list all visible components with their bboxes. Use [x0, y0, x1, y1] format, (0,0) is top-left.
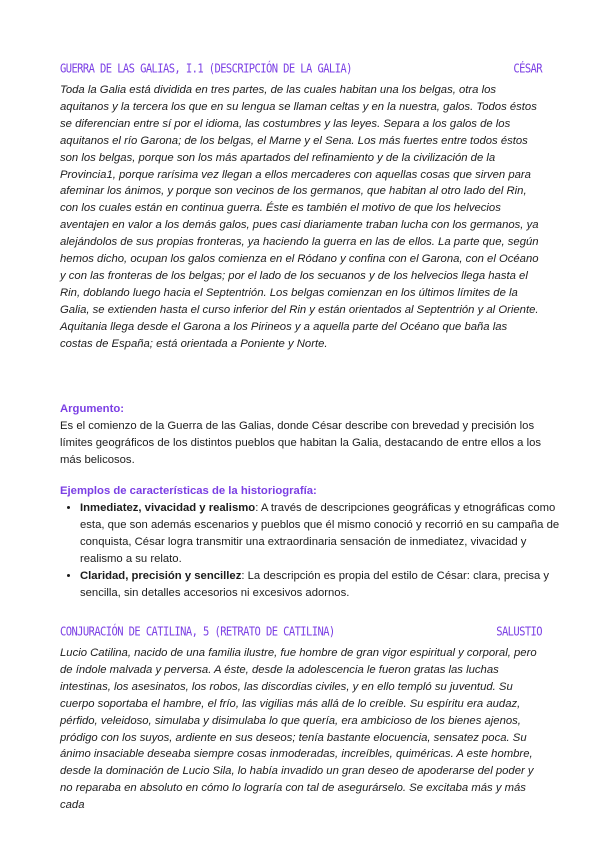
feature-description: : A través de descripciones geográficas y etnográficas como esta, que son además escenarios y pueblos que él mismo conoció y recorrió en su campaña de conquista, César logra transmitir una extraordinaria sensación de inmediatez, vivacidad y realismo a su relato.	[80, 502, 560, 565]
section-header-sallust	[60, 625, 542, 639]
argument-label: Argumento:	[60, 403, 125, 415]
latin-text-translation: Toda la Galia está dividida en tres partes, de las cuales habitan una los belgas, otra los aquitanos y la tercera los que en su lengua se llaman celtas y en la nuestra, galos. Todos éstos se diferencian entre sí por el idioma, las costumbres y las leyes. Separa a los galos de los aquitanos el río Garona; de los belgas, el Marne y el Sena. Los más fuertes entre todos éstos son los belgas, porque son los más apartados del refinamiento y de la civilización de la Provincia1, porque rarísima vez llegan a ellos mercaderes con aquellas cosas que sirven para afeminar los ánimos, y porque son vecinos de los germanos, que habitan al otro lado del Rin, con los cuales están en continua guerra. Éste es también el motivo de que los helvecios aventajen en valor a los demás galos, pues casi diariamente traban lucha con los germanos, ya alejándolos de sus propias fronteras, ya haciendo la guerra en las de ellos. La parte que, según hemos dicho, ocupan los galos comienza en el Ródano y confina con el Garona, con el Océano y con las fronteras de los belgas; por el lado de los secuanos y de los helvecios llega hasta el Rin, doblando luego hacia el Septentrión. Los belgas comienzan en los últimos límites de la Galia, se extienden hasta el curso inferior del Rin y están orientados al Septentrión y al Oriente. Aquitania llega desde el Garona a los Pirineos y a aquella parte del Océano que baña las costas de España; está orientada a Poniente y Norte.	[60, 84, 539, 350]
section-title: GUERRA DE LAS GALIAS, I.1 (DESCRIPCIÓN DE LA GALIA)	[60, 62, 352, 76]
feature-description: : La descripción es propia del estilo de César: clara, precisa y sencilla, sin detalles accesorios ni excesivos adornos.	[80, 569, 550, 599]
section-title: CONJURACIÓN DE CATILINA, 5 (RETRATO DE CATILINA)	[60, 625, 335, 639]
latin-text-translation: Lucio Catilina, nacido de una familia ilustre, fue hombre de gran vigor espiritual y corporal, pero de índole malvada y perversa. A éste, desde la adolescencia le fueron gratas las luchas intestinas, los asesinatos, los robos, las discordias civiles, y en ello templó su juventud. Su cuerpo soportaba el hambre, el frío, las vigilias más allá de lo creíble. Su espíritu era audaz, pérfido, veleidoso, simulaba y disimulaba lo que quería, era ambicioso de los bienes ajenos, pródigo con los suyos, ardiente en sus deseos; tenía bastante elocuencia, sensatez poca. Su ánimo insaciable deseaba siempre cosas inmoderadas, increíbles, quiméricas. A este hombre, desde la dominación de Lucio Sila, lo había invadido un gran deseo de apoderarse del poder y no reparaba en absoluto en cómo lo lograría con tal de asegurárselo. Se excitaba más y más cada	[60, 647, 537, 812]
section-header-caesar	[60, 62, 542, 76]
section-author: SALUSTIO	[496, 625, 542, 639]
feature-term: Inmediatez, vivacidad y realismo	[80, 502, 256, 514]
feature-term: Claridad, precisión y sencillez	[80, 569, 242, 582]
argument-text: Es el comienzo de la Guerra de las Galias, donde César describe con brevedad y precisión los límites geográficos de los distintos pueblos que habitan la Galia, destacando de entre ellos a los más belicosos.	[60, 420, 542, 466]
section-author: CÉSAR	[513, 62, 542, 76]
examples-label: Ejemplos de características de la historiografía:	[60, 485, 317, 497]
list-item	[80, 500, 562, 568]
list-item	[80, 568, 562, 602]
features-list	[60, 500, 562, 601]
